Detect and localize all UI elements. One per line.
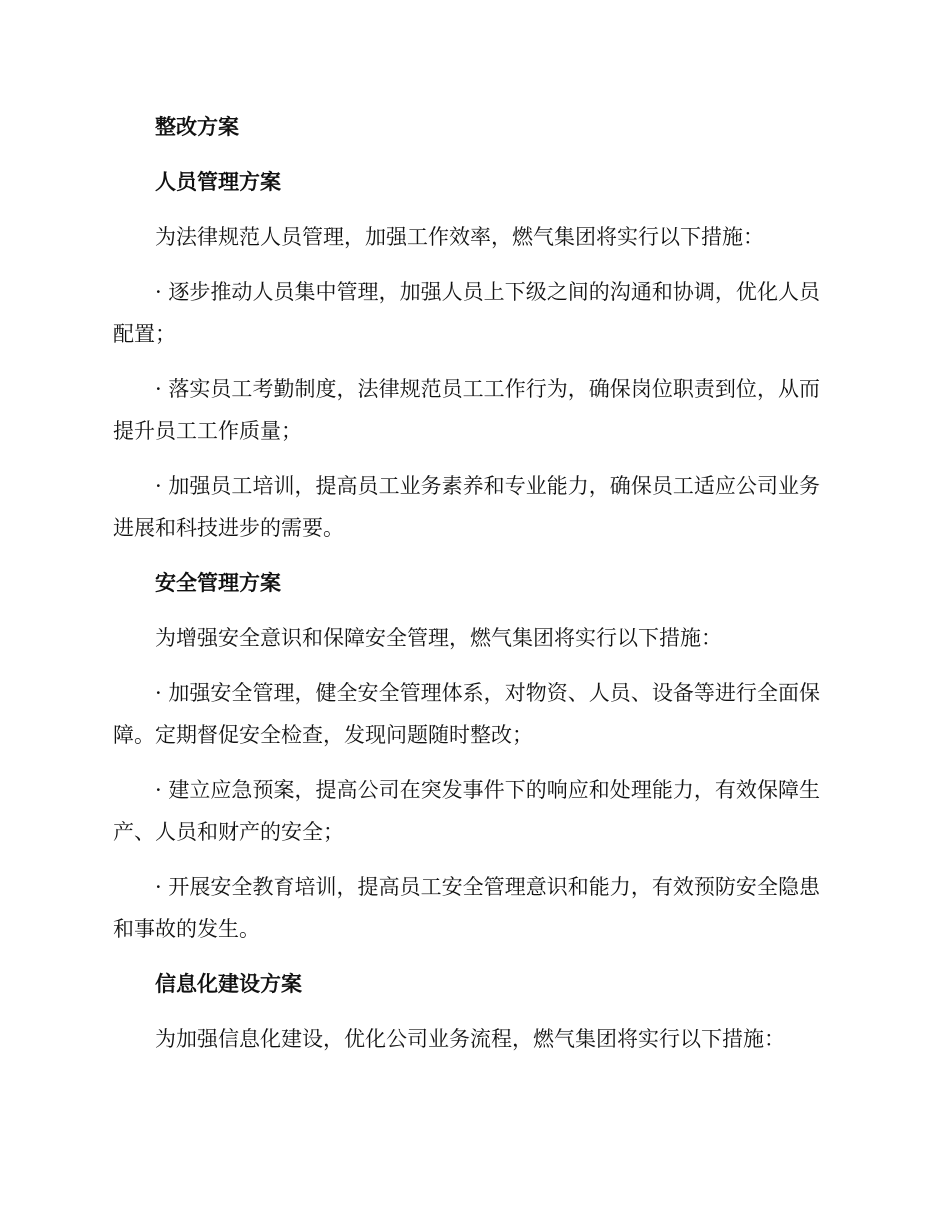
informatization-intro: 为加强信息化建设，优化公司业务流程，燃气集团将实行以下措施： [155,1027,785,1051]
section-title-rectification-plan: 整改方案 [155,115,239,139]
personnel-measure-1: · 逐步推动人员集中管理，加强人员上下级之间的沟通和协调，优化人员配置； [113,280,820,346]
section-title-informatization: 信息化建设方案 [155,972,302,996]
personnel-intro: 为法律规范人员管理，加强工作效率，燃气集团将实行以下措施： [155,225,764,249]
safety-measure-3: · 开展安全教育培训，提高员工安全管理意识和能力，有效预防安全隐患和事故的发生。 [113,875,820,941]
personnel-measure-2: · 落实员工考勤制度，法律规范员工工作行为，确保岗位职责到位，从而提升员工工作质量； [113,377,820,443]
safety-measure-1: · 加强安全管理，健全安全管理体系，对物资、人员、设备等进行全面保障。定期督促安全检查，发现问题随时整改； [113,681,820,747]
personnel-measure-3: · 加强员工培训，提高员工业务素养和专业能力，确保员工适应公司业务进展和科技进步的需要。 [113,474,820,540]
section-title-safety-management: 安全管理方案 [155,571,281,595]
document-body [113,106,820,1073]
section-title-personnel-management: 人员管理方案 [155,170,281,194]
safety-intro: 为增强安全意识和保障安全管理，燃气集团将实行以下措施： [155,626,722,650]
safety-measure-2: · 建立应急预案，提高公司在突发事件下的响应和处理能力，有效保障生产、人员和财产的安全； [113,778,820,844]
